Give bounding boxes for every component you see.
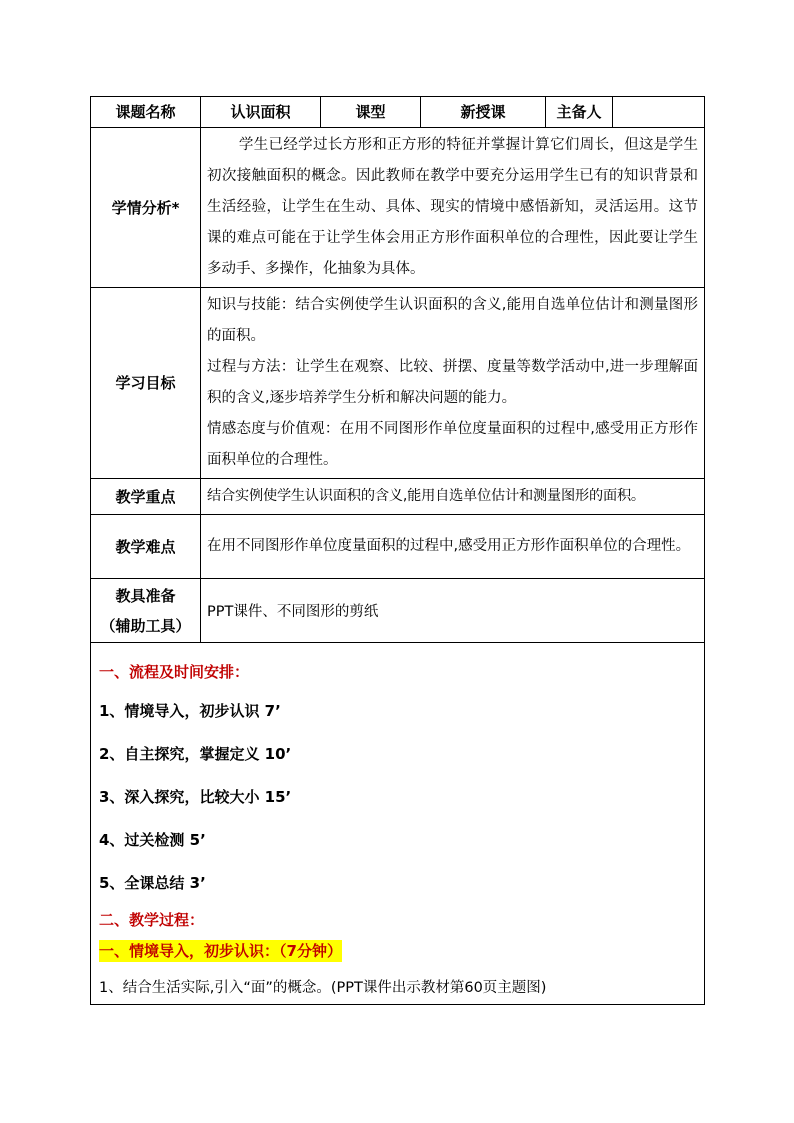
process-step-4: 4、过关检测 5’ [99, 831, 206, 849]
difficulty-text: 在用不同图形作单位度量面积的过程中,感受用正方形作面积单位的合理性。 [201, 515, 705, 579]
key-point-row [91, 479, 705, 515]
process-step-2: 2、自主探究，掌握定义 10’ [99, 745, 292, 763]
subsection-highlight: 一、情境导入，初步认识：（7分钟） [99, 942, 342, 960]
topic-value: 认识面积 [201, 97, 321, 128]
process-row [91, 643, 705, 1005]
teaching-process-title: 二、教学过程： [99, 911, 205, 929]
tools-label-line2: （辅助工具） [100, 616, 191, 635]
objective-knowledge: 知识与技能：结合实例使学生认识面积的含义,能用自选单位估计和测量图形的面积。 [207, 297, 698, 344]
tools-row [91, 579, 705, 643]
difficulty-row [91, 515, 705, 579]
process-cell [91, 643, 705, 1005]
key-point-text: 结合实例使学生认识面积的含义,能用自选单位估计和测量图形的面积。 [201, 479, 705, 515]
objectives-label: 学习目标 [91, 288, 201, 479]
student-analysis-label: 学情分析* [91, 128, 201, 288]
process-step-5: 5、全课总结 3’ [99, 874, 206, 892]
lesson-plan-table [90, 96, 705, 1005]
key-point-label: 教学重点 [91, 479, 201, 515]
tools-label [91, 579, 201, 643]
process-step-3: 3、深入探究，比较大小 15’ [99, 788, 292, 806]
difficulty-label: 教学难点 [91, 515, 201, 579]
student-analysis-row [91, 128, 705, 288]
type-label: 课型 [321, 97, 421, 128]
header-row [91, 97, 705, 128]
first-item-text: 1、结合生活实际,引入“面”的概念。(PPT课件出示教材第60页主题图) [99, 980, 547, 996]
tools-label-line1: 教具准备 [115, 586, 176, 605]
preparer-label: 主备人 [546, 97, 613, 128]
objective-process: 过程与方法：让学生在观察、比较、拼摆、度量等数学活动中,进一步理解面积的含义,逐步培养学生分析和解决问题的能力。 [207, 359, 698, 406]
objectives-cell [201, 288, 705, 479]
process-section-title: 一、流程及时间安排： [99, 663, 250, 681]
topic-label: 课题名称 [91, 97, 201, 128]
tools-text: PPT课件、不同图形的剪纸 [201, 579, 705, 643]
type-value: 新授课 [421, 97, 546, 128]
objective-attitude: 情感态度与价值观：在用不同图形作单位度量面积的过程中,感受用正方形作面积单位的合理性。 [207, 421, 698, 468]
objectives-row [91, 288, 705, 479]
student-analysis-text: 学生已经学过长方形和正方形的特征并掌握计算它们周长，但这是学生初次接触面积的概念。因此教师在教学中要充分运用学生已有的知识背景和生活经验，让学生在生动、具体、现实的情境中感悟新知，灵活运用。这节课的难点可能在于让学生体会用正方形作面积单位的合理性，因此要让学生多动手、多操作，化抽象为具体。 [201, 128, 705, 288]
preparer-value [613, 97, 705, 128]
process-step-1: 1、情境导入，初步认识 7’ [99, 702, 281, 720]
